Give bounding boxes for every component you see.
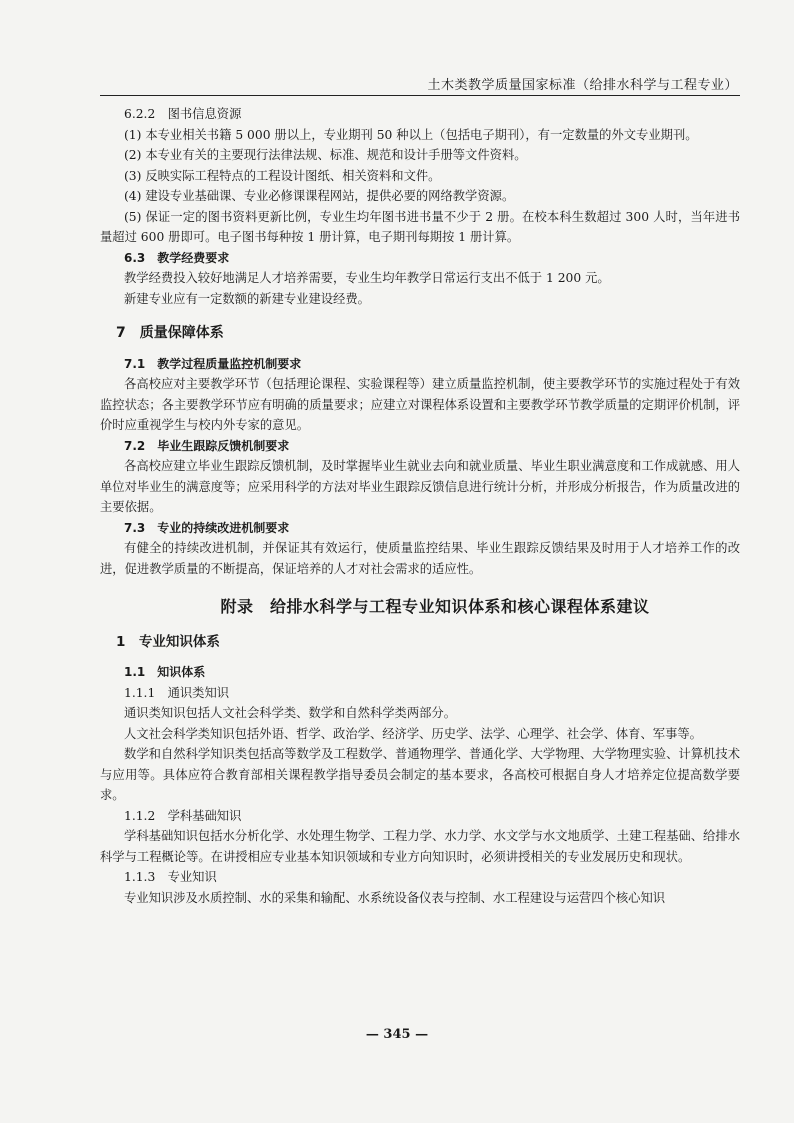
heading-6-3: 6.3 教学经费要求 bbox=[124, 250, 230, 265]
list-item: (3) 反映实际工程特点的工程设计图纸、相关资料和文件。 bbox=[124, 168, 441, 183]
heading-7: 7 质量保障体系 bbox=[116, 325, 224, 341]
heading-a1-1-2: 1.1.2 学科基础知识 bbox=[124, 808, 242, 823]
paragraph: 专业知识涉及水质控制、水的采集和输配、水系统设备仪表与控制、水工程建设与运营四个核心知识 bbox=[124, 890, 666, 905]
paragraph: 通识类知识包括人文社会科学类、数学和自然科学类两部分。 bbox=[124, 706, 457, 720]
list-item: (1) 本专业相关书籍 5 000 册以上，专业期刊 50 种以上（包括电子期刊），有一定数量的外文专业期刊。 bbox=[124, 127, 698, 142]
appendix-title: 附录 给排水科学与工程专业知识体系和核心课程体系建议 bbox=[220, 597, 650, 616]
list-item: (5) 保证一定的图书资料更新比例，专业生均年图书进书量不少于 2 册。在校本科生数超过 300 人时，当年进书量超过 600 册即可。电子图书每种按 1 册计算，电子期刊每期按 1 册计算。 bbox=[100, 209, 740, 244]
paragraph: 有健全的持续改进机制，并保证其有效运行，使质量监控结果、毕业生跟踪反馈结果及时用于人才培养工作的改进，促进教学质量的不断提高，保证培养的人才对社会需求的适应性。 bbox=[100, 541, 740, 576]
paragraph: 各高校应对主要教学环节（包括理论课程、实验课程等）建立质量监控机制，使主要教学环节的实施过程处于有效监控状态；各主要教学环节应有明确的质量要求；应建立对课程体系设置和主要教学环节教学质量的定期评价机制，评价时应重视学生与校内外专家的意见。 bbox=[100, 377, 740, 432]
paragraph: 各高校应建立毕业生跟踪反馈机制，及时掌握毕业生就业去向和就业质量、毕业生职业满意度和工作成就感、用人单位对毕业生的满意度等；应采用科学的方法对毕业生跟踪反馈信息进行统计分析，并形成分析报告，作为质量改进的主要依据。 bbox=[100, 459, 740, 514]
heading-6-2-2: 6.2.2 图书信息资源 bbox=[124, 107, 242, 121]
paragraph: 人文社会科学类知识包括外语、哲学、政治学、经济学、历史学、法学、心理学、社会学、体育、军事等。 bbox=[124, 726, 702, 741]
paragraph: 学科基础知识包括水分析化学、水处理生物学、工程力学、水力学、水文学与水文地质学、土建工程基础、给排水科学与工程概论等。在讲授相应专业基本知识领域和专业方向知识时，必须讲授相关的专业发展历史和现状。 bbox=[100, 829, 740, 864]
heading-7-2: 7.2 毕业生跟踪反馈机制要求 bbox=[124, 438, 290, 453]
heading-7-1: 7.1 教学过程质量监控机制要求 bbox=[124, 356, 302, 371]
list-item: (4) 建设专业基础课、专业必修课课程网站，提供必要的网络教学资源。 bbox=[124, 189, 515, 203]
heading-a1-1-1: 1.1.1 通识类知识 bbox=[124, 685, 230, 700]
heading-a1-1-3: 1.1.3 专业知识 bbox=[124, 870, 217, 884]
heading-7-3: 7.3 专业的持续改进机制要求 bbox=[124, 520, 290, 535]
list-item: (2) 本专业有关的主要现行法律法规、标准、规范和设计手册等文件资料。 bbox=[124, 148, 527, 162]
paragraph: 新建专业应有一定数额的新建专业建设经费。 bbox=[124, 291, 370, 306]
heading-a1-1: 1.1 知识体系 bbox=[124, 665, 206, 679]
heading-a1: 1 专业知识体系 bbox=[116, 633, 220, 650]
header-rule bbox=[100, 95, 740, 96]
page-content bbox=[100, 104, 740, 908]
paragraph: 教学经费投入较好地满足人才培养需要，专业生均年教学日常运行支出不低于 1 200 元。 bbox=[124, 271, 610, 285]
paragraph: 数学和自然科学知识类包括高等数学及工程数学、普通物理学、普通化学、大学物理、大学物理实验、计算机技术与应用等。具体应符合教育部相关课程教学指导委员会制定的基本要求，各高校可根据自身人才培养定位提高数学要求。 bbox=[100, 747, 740, 802]
running-header: 土木类教学质量国家标准（给排水科学与工程专业） bbox=[427, 78, 738, 93]
page-number: — 345 — bbox=[365, 1027, 429, 1042]
